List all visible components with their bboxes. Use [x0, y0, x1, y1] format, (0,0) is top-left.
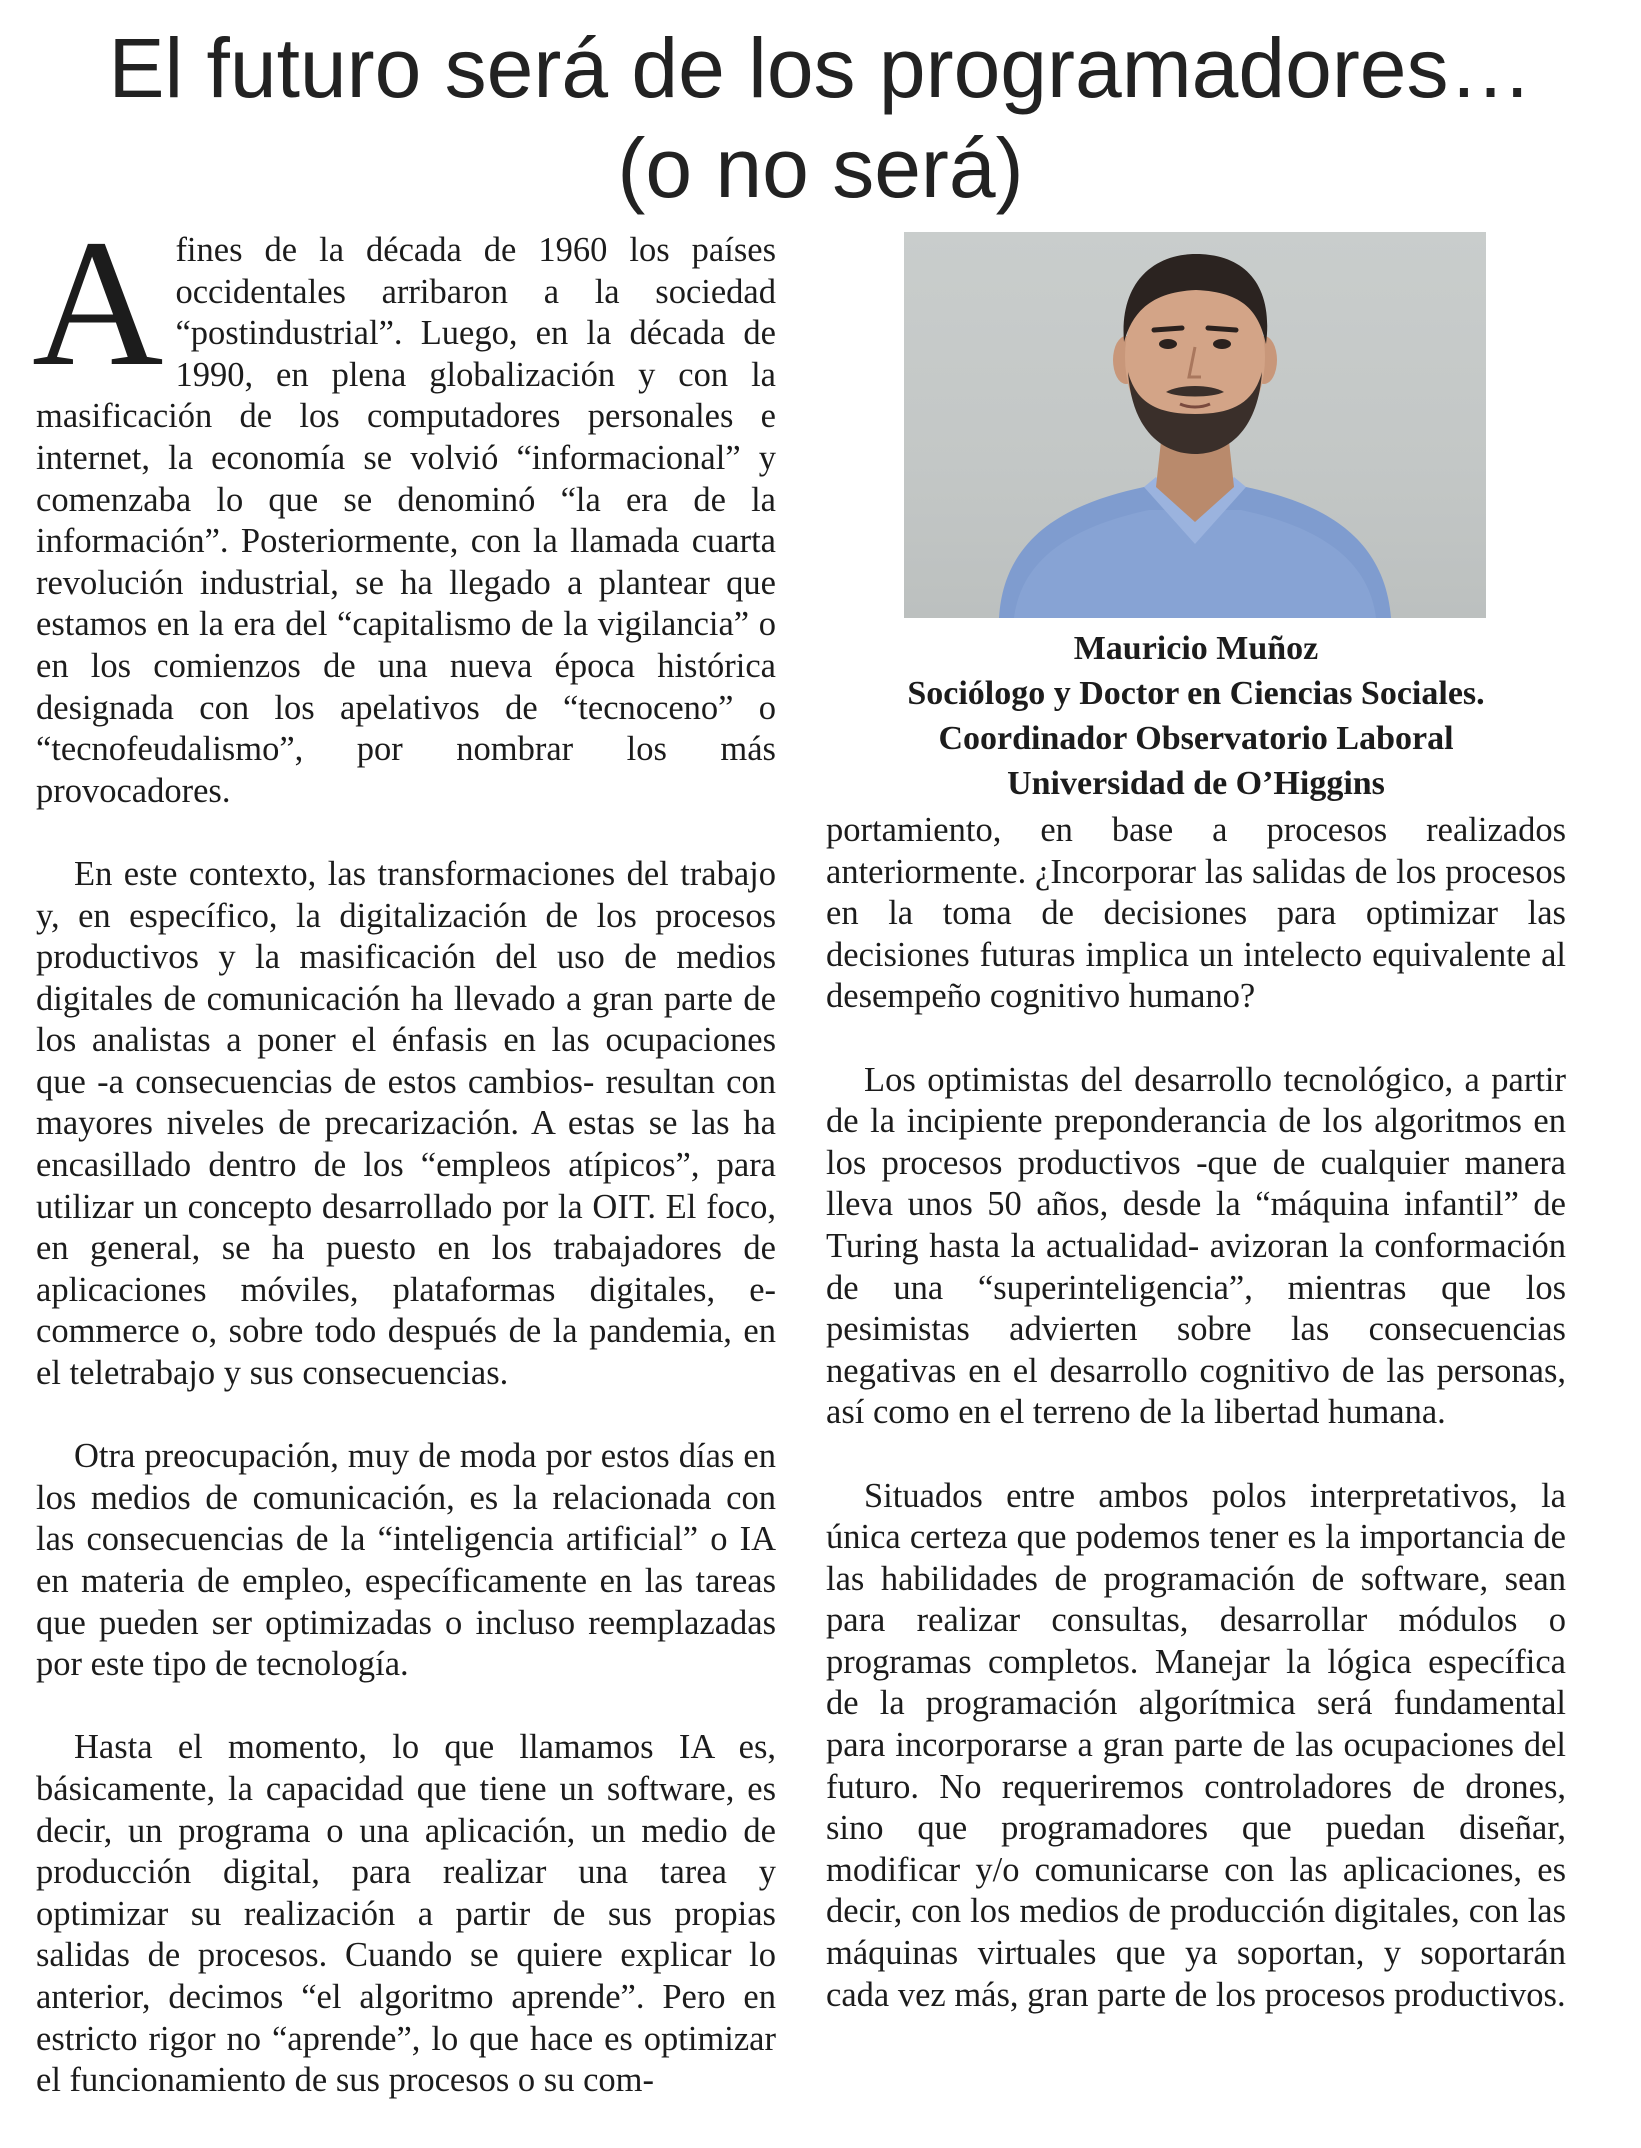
article-paragraph-3: Otra preocupación, muy de moda por estos días en los medios de comunicación, es la relacionada con las consecuencias de la “inteligencia artificial” o IA en materia de empleo, específicamente en las tareas que pueden ser optimizadas o incluso reemplazadas por este tipo de tecnología.	[36, 1437, 776, 1684]
article-paragraph-1	[32, 203, 776, 812]
article-paragraph-5: portamiento, en base a procesos realizados anteriormente. ¿Incorporar las salidas de los procesos en la toma de decisiones para optimizar las decisiones futuras implica un intelecto equivalente al desempeño cognitivo humano?	[826, 811, 1566, 1016]
author-portrait-illustration	[904, 232, 1486, 618]
article-column-right	[826, 810, 1566, 2058]
drop-cap: A	[32, 203, 164, 404]
article-paragraph-4: Hasta el momento, lo que llamamos IA es, básicamente, la capacidad que tiene un software, es decir, un programa o una aplicación, un medio de producción digital, para realizar una tarea y optimizar su realización a partir de sus propias salidas de procesos. Cuando se quiere explicar lo anterior, decimos “el algoritmo aprende”. Pero en estricto rigor no “aprende”, lo que hace es optimizar el funcionamiento de sus procesos o su com-	[36, 1728, 776, 2100]
author-institution: Universidad de O’Higgins	[1007, 765, 1385, 802]
headline-line-2: (o no será)	[617, 121, 1024, 215]
author-photo	[904, 232, 1486, 618]
article-paragraph-7: Situados entre ambos polos interpretativos, la única certeza que podemos tener es la importancia de las habilidades de programación de software, sean para realizar consultas, desarrollar módulos o programas completos. Manejar la lógica específica de la programación algorítmica será fundamental para incorporarse a gran parte de las ocupaciones del futuro. No requeriremos controladores de drones, sino que programadores que puedan diseñar, modificar y/o comunicarse con las aplicaciones, es decir, con los medios de producción digitales, con las máquinas virtuales que ya soportan, y soportarán cada vez más, gran parte de los procesos productivos.	[826, 1476, 1566, 2014]
headline	[0, 18, 1641, 218]
article-paragraph-2: En este contexto, las transformaciones del trabajo y, en específico, la digitalización de los procesos productivos y la masificación del uso de medios digitales de comunicación ha llevado a gran parte de los analistas a poner el énfasis en las ocupaciones que -a consecuencias de estos cambios- resultan con mayores niveles de precarización. A estas se las ha encasillado dentro de los “empleos atípicos”, para utilizar un concepto desarrollado por la OIT. El foco, en general, se ha puesto en los trabajadores de aplicaciones móviles, plataformas digitales, e-commerce o, sobre todo después de la pandemia, en el teletrabajo y sus consecuencias.	[36, 854, 776, 1393]
article-paragraph-1-text: fines de la década de 1960 los países occidentales arribaron a la sociedad “postindustrial”. Luego, en la década de 1990, en plena globalización y con la masificación de los computadores personales e internet, la economía se volvió “informacional” y comenzaba lo que se denominó “la era de la información”. Posteriormente, con la llamada cuarta revolución industrial, se ha llegado a plantear que estamos en la era del “capitalismo de la vigilancia” o en los comienzos de una nueva época histórica designada con los apelativos de “tecnoceno” o “tecnofeudalismo”, por nombrar los más provocadores.	[36, 231, 776, 810]
author-title: Sociólogo y Doctor en Ciencias Sociales.	[907, 675, 1485, 712]
author-role: Coordinador Observatorio Laboral	[938, 720, 1454, 757]
article-paragraph-6: Los optimistas del desarrollo tecnológico, a partir de la incipiente preponderancia de los algoritmos en los procesos productivos -que de cualquier manera lleva unos 50 años, desde la “máquina infantil” de Turing hasta la actualidad- avizoran la conformación de una “superinteligencia”, mientras que los pesimistas advierten sobre las consecuencias negativas en el desarrollo cognitivo de las personas, así como en el terreno de la libertad humana.	[826, 1060, 1566, 1432]
author-name: Mauricio Muñoz	[1073, 630, 1319, 667]
headline-line-1: El futuro será de los programadores…	[108, 21, 1533, 115]
author-caption	[826, 626, 1566, 806]
article-column-left	[32, 203, 776, 2143]
